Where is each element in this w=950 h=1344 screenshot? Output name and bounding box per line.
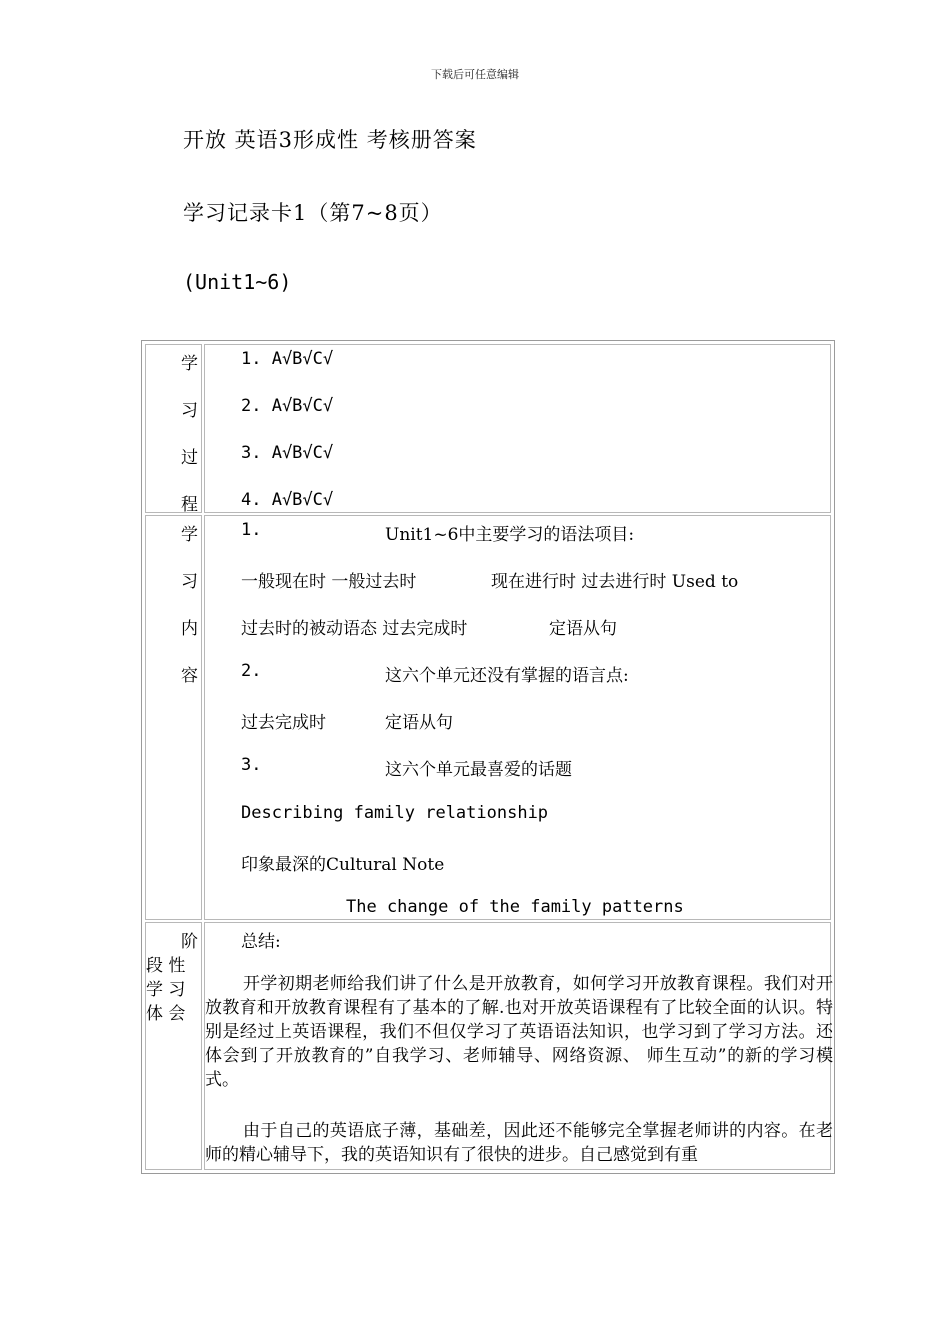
process-item: 3. A√B√C√ xyxy=(241,443,334,463)
reflection-label-line: 段 性 xyxy=(146,956,186,976)
process-item: 2. A√B√C√ xyxy=(241,396,334,416)
process-content-cell xyxy=(204,344,831,513)
summary-paragraph: 由于自己的英语底子薄，基础差，因此还不能够完全掌握老师讲的内容。在老师的精心辅导下，我的英语知识有了很快的进步。自己感觉到有重 xyxy=(205,1121,833,1165)
grammar-question: Unit1~6中主要学习的语法项目: xyxy=(385,525,635,545)
unmastered-item: 过去完成时 xyxy=(241,713,326,733)
process-label-char: 过 xyxy=(181,448,198,468)
cultural-note-label: 印象最深的Cultural Note xyxy=(241,855,445,875)
grammar-items: 过去时的被动语态 过去完成时 xyxy=(241,619,468,639)
grammar-items: 现在进行时 过去进行时 Used to xyxy=(491,572,739,592)
cultural-note: The change of the family patterns xyxy=(346,897,684,917)
summary-paragraph: 开学初期老师给我们讲了什么是开放教育，如何学习开放教育课程。我们对开放教育和开放教育课程有了基本的了解.也对开放英语课程有了比较全面的认识。特别是经过上英语课程，我们不但仅学习了英语语法知识，也学习到了学习方法。还体会到了开放教育的”自我学习、老师辅导、网络资源、 师生互动”的新的学习模式。 xyxy=(205,974,833,1090)
favorite-topic-question: 这六个单元最喜爱的话题 xyxy=(385,760,572,780)
reflection-label-line: 体 会 xyxy=(146,1004,186,1024)
question-number: 2. xyxy=(241,661,262,681)
unmastered-item: 定语从句 xyxy=(385,713,453,733)
process-label-char: 习 xyxy=(181,401,198,421)
process-label-char: 学 xyxy=(181,354,198,374)
process-item: 4. A√B√C√ xyxy=(241,490,334,510)
unmastered-question: 这六个单元还没有掌握的语言点: xyxy=(385,666,629,686)
summary-label: 总结: xyxy=(241,932,281,952)
content-label-char: 内 xyxy=(181,619,198,639)
favorite-topic: Describing family relationship xyxy=(241,803,549,823)
unit-range: (Unit1~6) xyxy=(183,270,292,294)
grammar-items: 定语从句 xyxy=(549,619,617,639)
content-label-char: 容 xyxy=(181,666,198,686)
record-card-title: 学习记录卡1（第7~8页） xyxy=(183,201,443,225)
process-item: 1. A√B√C√ xyxy=(241,349,334,369)
page-header: 下载后可任意编辑 xyxy=(431,68,519,81)
content-label-char: 学 xyxy=(181,525,198,545)
reflection-label-line: 阶 xyxy=(181,932,198,952)
reflection-label-line: 学 习 xyxy=(146,980,186,1000)
content-label-char: 习 xyxy=(181,572,198,592)
grammar-items: 一般现在时 一般过去时 xyxy=(241,572,417,592)
document-title: 开放 英语3形成性 考核册答案 xyxy=(183,128,477,152)
process-label-char: 程 xyxy=(181,495,198,515)
question-number: 3. xyxy=(241,755,262,775)
question-number: 1. xyxy=(241,520,262,540)
